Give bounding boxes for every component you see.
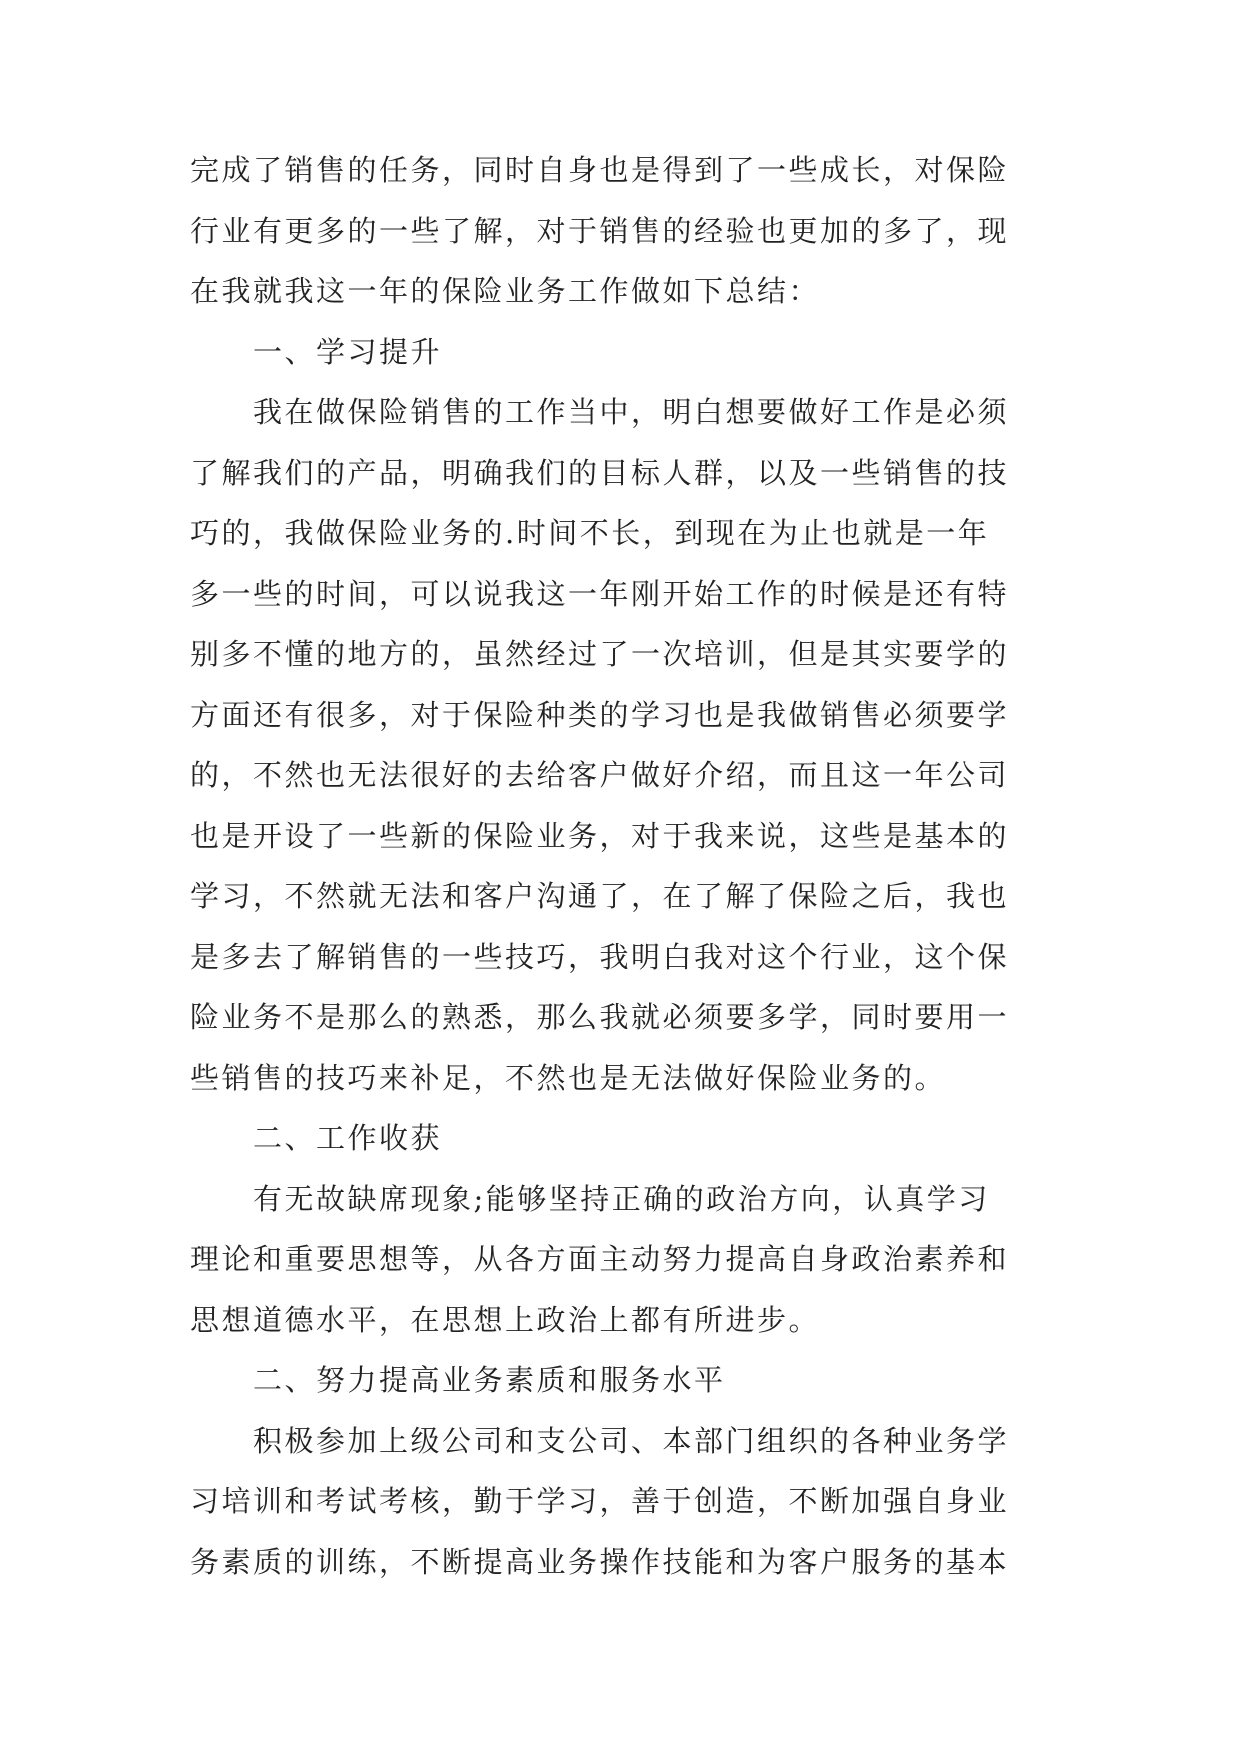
text-line: 险业务不是那么的熟悉，那么我就必须要多学，同时要用一 <box>190 1000 1010 1034</box>
text-line: 在我就我这一年的保险业务工作做如下总结： <box>190 274 821 308</box>
section-heading: 二、工作收获 <box>253 1121 443 1155</box>
text-line: 积极参加上级公司和支公司、本部门组织的各种业务学 <box>253 1423 1010 1458</box>
text-line: 行业有更多的一些了解，对于销售的经验也更加的多了，现 <box>190 213 1010 248</box>
text-line: 了解我们的产品，明确我们的目标人群，以及一些销售的技 <box>190 455 1010 490</box>
text-line: 务素质的训练，不断提高业务操作技能和为客户服务的基本 <box>190 1544 1010 1579</box>
text-line: 的，不然也无法很好的去给客户做好介绍，而且这一年公司 <box>190 758 1010 792</box>
text-line: 学习，不然就无法和客户沟通了，在了解了保险之后，我也 <box>190 879 1010 913</box>
section-heading: 二、努力提高业务素质和服务水平 <box>253 1363 726 1397</box>
text-line: 些销售的技巧来补足，不然也是无法做好保险业务的。 <box>190 1060 947 1095</box>
text-line: 思想道德水平，在思想上政治上都有所进步。 <box>190 1302 821 1337</box>
text-line: 完成了销售的任务，同时自身也是得到了一些成长，对保险 <box>190 153 1010 187</box>
text-line: 方面还有很多，对于保险种类的学习也是我做销售必须要学 <box>190 697 1010 732</box>
text-line: 有无故缺席现象;能够坚持正确的政治方向，认真学习 <box>253 1181 990 1216</box>
text-line: 巧的，我做保险业务的.时间不长，到现在为止也就是一年 <box>190 516 990 550</box>
text-line: 习培训和考试考核，勤于学习，善于创造，不断加强自身业 <box>190 1484 1010 1518</box>
text-line: 别多不懂的地方的，虽然经过了一次培训，但是其实要学的 <box>190 637 1010 671</box>
text-line: 理论和重要思想等，从各方面主动努力提高自身政治素养和 <box>190 1242 1010 1276</box>
document-page <box>190 140 1052 1592</box>
text-line: 是多去了解销售的一些技巧，我明白我对这个行业，这个保 <box>190 939 1010 974</box>
text-line: 多一些的时间，可以说我这一年刚开始工作的时候是还有特 <box>190 576 1010 611</box>
text-line: 也是开设了一些新的保险业务，对于我来说，这些是基本的 <box>190 818 1010 853</box>
text-line: 我在做保险销售的工作当中，明白想要做好工作是必须 <box>253 395 1010 429</box>
section-heading: 一、学习提升 <box>253 334 443 369</box>
